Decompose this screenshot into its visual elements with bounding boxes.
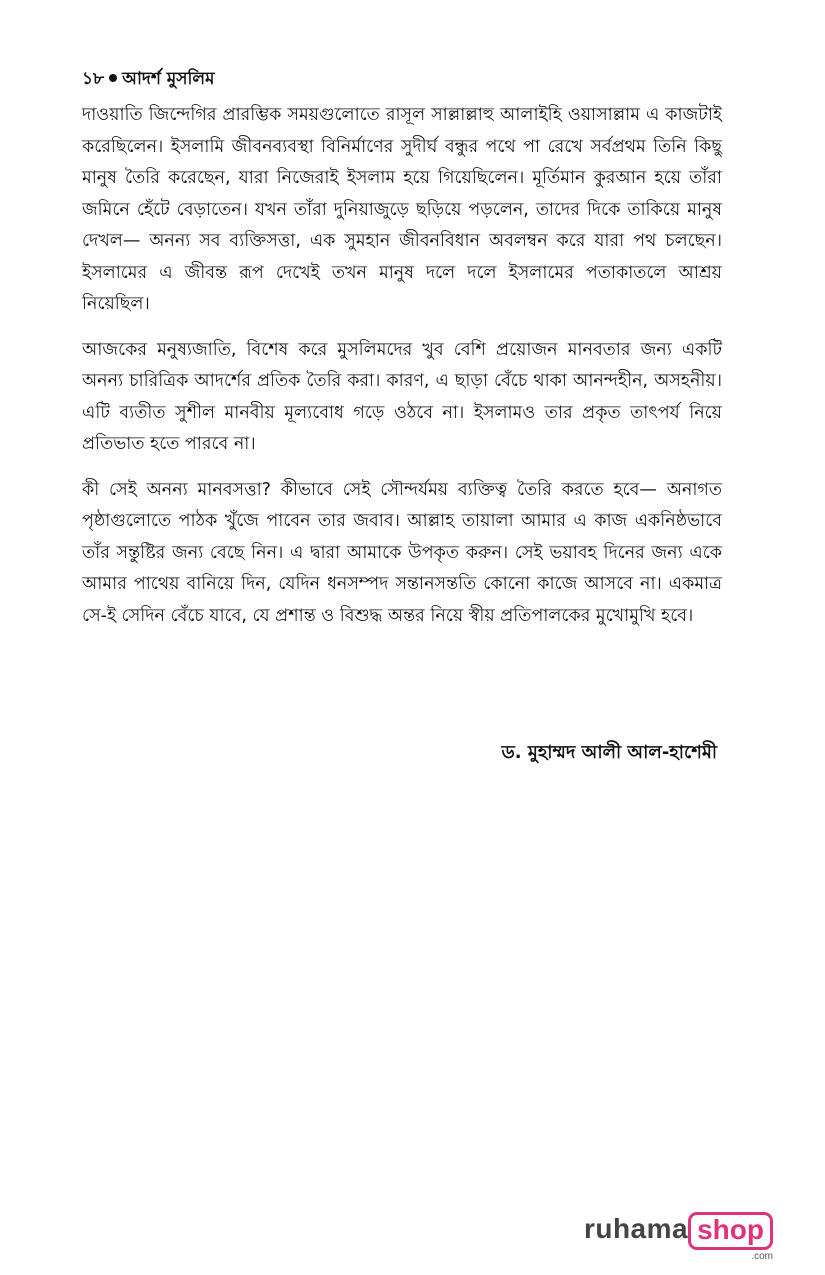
watermark-ruhama-text: ruhama — [583, 1213, 689, 1244]
bullet-dot-icon — [109, 74, 117, 82]
watermark-shop-group — [688, 1212, 773, 1262]
author-signature: ড. মুহাম্মদ আলী আল-হাশেমী — [501, 742, 717, 763]
watermark-shop-badge: shop — [688, 1212, 773, 1250]
watermark-com-text: .com — [751, 1251, 773, 1262]
body-text — [82, 100, 722, 646]
paragraph-1: দাওয়াতি জিন্দেগির প্রারম্ভিক সময়গুলোতে রাসূল সাল্লাল্লাহু আলাইহি ওয়াসাল্লাম এ কাজটাই করেছিলেন। ইসলামি জীবনব্যবস্থা বিনির্মাণের সুদীর্ঘ বন্ধুর পথে পা রেখে সর্বপ্রথম তিনি কিছু মানুষ তৈরি করেছেন, যারা নিজেরাই ইসলাম হয়ে গিয়েছিলেন। মূর্তিমান কুরআন হয়ে তাঁরা জমিনে হেঁটে বেড়াতেন। যখন তাঁরা দুনিয়াজুড়ে ছড়িয়ে পড়লেন, তাদের দিকে তাকিয়ে মানুষ দেখল— অনন্য সব ব্যক্তিসত্তা, এক সুমহান জীবনবিধান অবলম্বন করে যারা পথ চলছেন। ইসলামের এ জীবন্ত রূপ দেখেই তখন মানুষ দলে দলে ইসলামের পতাকাতলে আশ্রয় নিয়েছিল। — [82, 105, 722, 314]
paragraph-3: কী সেই অনন্য মানবসত্তা? কীভাবে সেই সৌন্দর্যময় ব্যক্তিত্ব তৈরি করতে হবে— অনাগত পৃষ্ঠাগুলোতে পাঠক খুঁজে পাবেন তার জবাব। আল্লাহ তায়ালা আমার এ কাজ একনিষ্ঠভাবে তাঁর সন্তুষ্টির জন্য বেছে নিন। এ দ্বারা আমাকে উপকৃত করুন। সেই ভয়াবহ দিনের জন্য একে আমার পাথেয় বানিয়ে দিন, যেদিন ধনসম্পদ সন্তানসন্ততি কোনো কাজে আসবে না। একমাত্র সে-ই সেদিন বেঁচে যাবে, যে প্রশান্ত ও বিশুদ্ধ অন্তর নিয়ে স্বীয় প্রতিপালকের মুখোমুখি হবে। — [82, 479, 722, 626]
ruhamashop-watermark-logo — [584, 1212, 773, 1262]
page-number: ১৮ — [82, 69, 105, 89]
book-title: আদর্শ মুসলিম — [122, 69, 215, 89]
running-header — [82, 66, 214, 94]
paragraph-2: আজকের মনুষ্যজাতি, বিশেষ করে মুসলিমদের খুব বেশি প্রয়োজন মানবতার জন্য একটি অনন্য চারিত্রিক আদর্শের প্রতিক তৈরি করা। কারণ, এ ছাড়া বেঁচে থাকা আনন্দহীন, অসহনীয়। এটি ব্যতীত সুশীল মানবীয় মূল্যবোধ গড়ে ওঠবে না। ইসলামও তার প্রকৃত তাৎপর্য নিয়ে প্রতিভাত হতে পারবে না। — [82, 339, 722, 454]
